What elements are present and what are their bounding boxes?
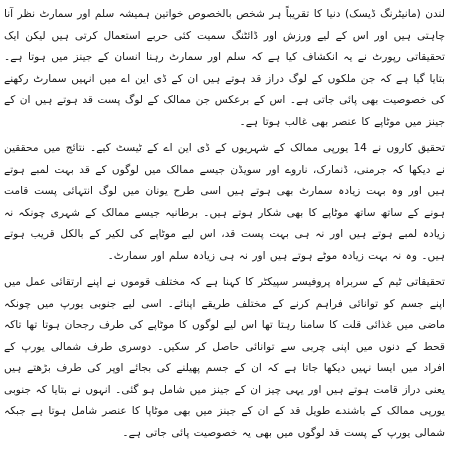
article-paragraph: لندن (مانیٹرنگ ڈیسک) دنیا کا تقریباً ہر شخص بالخصوص خواتین ہمیشہ سلم اور سمارٹ نظر آنا چاہتی ہیں اور اس کے لیے ورزش اور ڈائٹنگ سمیت کئی حربے استعمال کرتی ہیں لیکن ایک تحقیقاتی رپورٹ نے یہ انکشاف کیا ہے کہ سلم اور سمارٹ رہنا انسان کے جینز میں ہوتا ہے۔ بتایا گیا ہے کہ جن ملکوں کے لوگ دراز قد ہوتے ہیں ان کے ڈی این اے میں انہیں سمارٹ رکھنے کی خصوصیت بھی پائی جاتی ہے۔ اس کے برعکس جن ممالک کے لوگ پست قد ہوتے ہیں ان کے جینز میں موٹاپے کا عنصر بھی غالب ہوتا ہے۔ — [4, 8, 445, 128]
article-body — [4, 4, 445, 449]
article-paragraph: تحقیق کاروں نے 14 یورپی ممالک کے شہریوں کے ڈی این اے کے ٹیسٹ کیے۔ نتائج میں محققین نے دیکھا کہ جرمنی، ڈنمارک، ناروے اور سویڈن جیسے ممالک میں لوگوں کے قد بہت لمبے ہوتے ہیں اور وہ بہت زیادہ سمارٹ بھی ہوتے ہیں اسی طرح یونان میں لوگ انتہائی پست قامت ہونے کے ساتھ ساتھ موٹاپے کا بھی شکار ہوتے ہیں۔ برطانیہ جیسے ممالک کے شہری چونکہ نہ زیادہ لمبے ہوتے ہیں اور نہ ہی بہت پست قد، اس لیے موٹاپے کی لکیر کے بالکل قریب ہوتے ہیں۔ وہ نہ بہت زیادہ موٹے ہوتے ہیں اور نہ ہی زیادہ سلم اور سمارٹ۔ — [4, 142, 445, 262]
article-paragraph: تحقیقاتی ٹیم کے سربراہ پروفیسر سپیکٹر کا کہنا ہے کہ مختلف قوموں نے اپنے ارتقائی عمل میں اپنے جسم کو توانائی فراہم کرنے کے مختلف طریقے اپنائے۔ اسی لیے جنوبی یورپ میں چونکہ ماضی میں غذائی قلت کا سامنا رہتا تھا اس لیے لوگوں کا موٹاپے کی طرف رجحان ہوتا تھا تاکہ قحط کے دنوں میں اپنی چربی سے توانائی حاصل کر سکیں۔ دوسری طرف شمالی یورپ کے افراد میں ایسا نہیں دیکھا جاتا ہے کہ ان کے جسم پھیلنے کی بجائے اوپر کی طرف بڑھتے ہیں یعنی دراز قامت ہوتے ہیں اور یہی چیز ان کے جینز میں شامل ہو گئی۔ انہوں نے بتایا کہ جنوبی یورپی ممالک کے باشندے طویل قد کے ان کے جینز میں بھی موٹاپا کا عنصر شامل ہوتا ہے جبکہ شمالی یورپ کے پست قد لوگوں میں بھی یہ خصوصیت پائی جاتی ہے۔ — [4, 276, 445, 439]
